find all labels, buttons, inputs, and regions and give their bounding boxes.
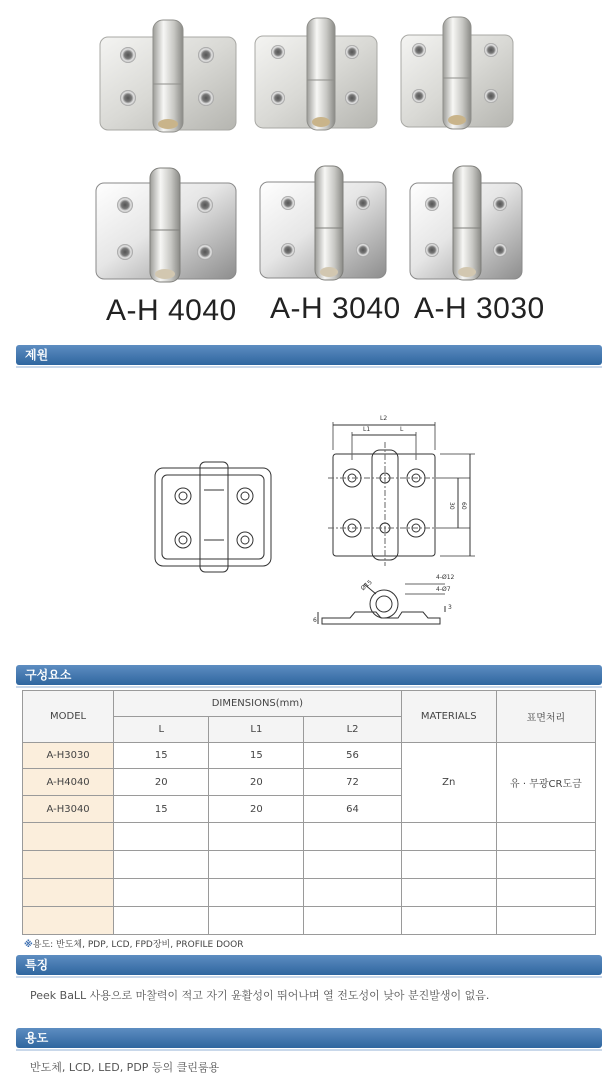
hinge-photo-top-3 xyxy=(401,17,513,129)
dim-label-30: 30 xyxy=(448,502,455,510)
header-l2: L2 xyxy=(304,717,401,743)
cell-l1: 20 xyxy=(209,796,304,823)
features-text: Peek BaLL 사용으로 마찰력이 적고 자기 윤활성이 뛰어나며 열 전도성이 낮아 분진발생이 없음. xyxy=(30,989,490,1002)
usage-text: 반도체, LCD, LED, PDP 등의 클린룸용 xyxy=(30,1061,220,1074)
technical-drawing xyxy=(0,380,614,660)
cell-model: A-H4040 xyxy=(23,769,114,796)
model-caption-3030: A-H 3030 xyxy=(414,292,545,325)
header-l1: L1 xyxy=(209,717,304,743)
header-dimensions: DIMENSIONS(mm) xyxy=(114,691,401,717)
model-caption-4040: A-H 4040 xyxy=(106,294,237,327)
dim-label-60: 60 xyxy=(460,502,467,510)
spec-table xyxy=(22,690,596,935)
note-mark: ※ xyxy=(24,940,33,950)
cell-l1: 20 xyxy=(209,769,304,796)
hinge-photo-bottom-2 xyxy=(260,166,386,280)
hinge-photo-bottom-1 xyxy=(96,168,236,282)
hinge-side-profile xyxy=(318,584,445,624)
hinge-plan-view xyxy=(328,422,475,566)
cell-model: A-H3040 xyxy=(23,796,114,823)
product-photos xyxy=(0,0,614,335)
table-row-empty xyxy=(23,879,596,907)
section-bar-usage: 용도 xyxy=(16,1028,602,1048)
usage-note xyxy=(24,937,243,950)
cell-l: 15 xyxy=(114,796,209,823)
table-row-empty xyxy=(23,907,596,935)
hinge-outline-front xyxy=(155,462,271,572)
hinge-photo-top-2 xyxy=(255,18,377,130)
table-row-empty xyxy=(23,851,596,879)
dim-label-l2: L2 xyxy=(380,415,388,422)
dim-label-d15: Ø15 xyxy=(359,578,374,593)
cell-finish: 유 · 무광CR도금 xyxy=(496,743,595,823)
cell-model: A-H3030 xyxy=(23,743,114,769)
dim-label-3: 3 xyxy=(448,604,452,611)
dim-label-l: L xyxy=(400,426,404,433)
hinge-photo-set xyxy=(0,0,614,335)
cell-l2: 56 xyxy=(304,743,401,769)
model-caption-3040: A-H 3040 xyxy=(270,292,401,325)
header-finish: 표면처리 xyxy=(496,691,595,743)
section-bar-spec: 제원 xyxy=(16,345,602,365)
hinge-photo-bottom-3 xyxy=(410,166,522,280)
dim-label-l1: L1 xyxy=(363,426,371,433)
table-row xyxy=(23,743,596,769)
cell-l: 15 xyxy=(114,743,209,769)
dim-label-4-d7: 4-Ø7 xyxy=(436,586,451,593)
cell-l2: 64 xyxy=(304,796,401,823)
note-text: 용도: 반도체, PDP, LCD, FPD장비, PROFILE DOOR xyxy=(32,940,244,950)
dim-label-6: 6 xyxy=(313,617,317,624)
hinge-photo-top-1 xyxy=(100,20,236,132)
header-model: MODEL xyxy=(23,691,114,743)
cell-l1: 15 xyxy=(209,743,304,769)
cell-material: Zn xyxy=(401,743,496,823)
cell-l: 20 xyxy=(114,769,209,796)
section-bar-features: 특징 xyxy=(16,955,602,975)
cell-l2: 72 xyxy=(304,769,401,796)
section-bar-components: 구성요소 xyxy=(16,665,602,685)
header-materials: MATERIALS xyxy=(401,691,496,743)
dim-label-4-d12: 4-Ø12 xyxy=(436,574,455,581)
header-l: L xyxy=(114,717,209,743)
table-row-empty xyxy=(23,823,596,851)
